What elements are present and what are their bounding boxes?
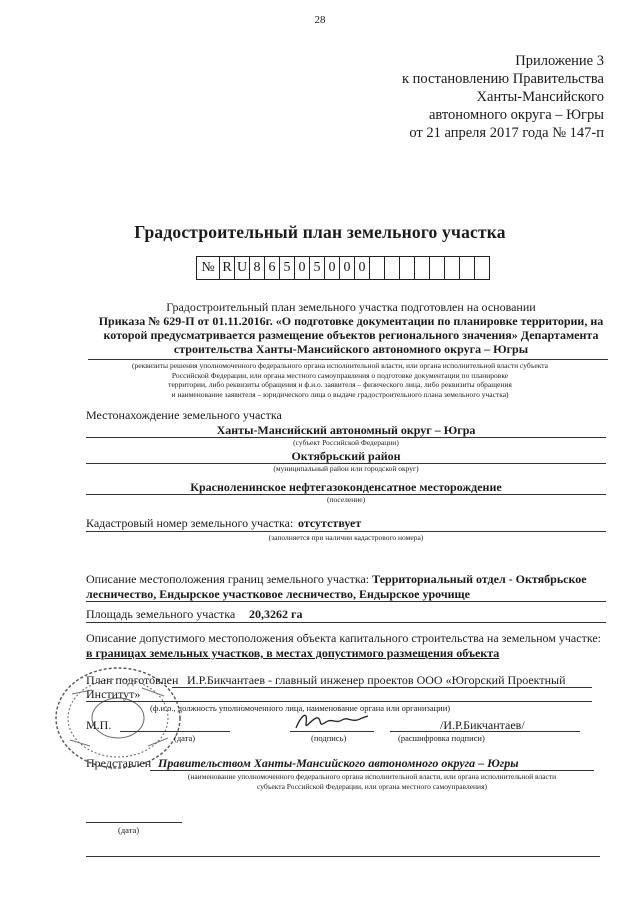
submitted-date-note: (дата): [118, 825, 140, 835]
number-cell: №: [197, 257, 220, 280]
number-cell: [430, 257, 445, 280]
basis-underline: [88, 359, 608, 360]
boundaries-underline: [86, 601, 606, 602]
document-title: Градостроительный план земельного участка: [134, 222, 506, 242]
submitted-note: [150, 772, 594, 791]
area-label: Площадь земельного участка: [86, 607, 236, 621]
area-value: 20,3262 га: [249, 607, 303, 621]
signature-underline: [290, 731, 374, 732]
number-cell: [460, 257, 475, 280]
decoding-underline: [390, 731, 580, 732]
submitted-note-line: (наименование уполномоченного федерального органа исполнительной власти, или органа исполнительной власти: [187, 772, 557, 781]
bottom-rule: [86, 856, 600, 857]
location-subject: Ханты-Мансийский автономный округ – Югра: [216, 423, 476, 437]
district-note: (муниципальный район или городской округ): [273, 464, 419, 473]
number-cell: [415, 257, 430, 280]
settlement-note: (поселение): [326, 495, 366, 504]
basis-note-line: и наименование заявителя – юридического лица о выдаче градостроительного плана земельного участка): [171, 389, 509, 399]
prepared-underline-1: [172, 687, 592, 688]
number-cell: [400, 257, 415, 280]
number-cell: 0: [295, 257, 310, 280]
appendix-line-5: от 21 апреля 2017 года № 147-п: [409, 125, 604, 141]
number-cell: 0: [355, 257, 370, 280]
date-underline: [120, 731, 230, 732]
number-cell: R: [220, 257, 235, 280]
appendix-block: [402, 52, 604, 142]
location-settlement: Красноленинское нефтегазоконденсатное месторождение: [190, 480, 502, 494]
number-cell: 0: [325, 257, 340, 280]
number-cell: [370, 257, 385, 280]
boundaries-block: [86, 572, 606, 587]
basis-note: [60, 361, 620, 399]
basis-note-line: Российской Федерации, или органа местного самоуправления о подготовке документации по планировке: [171, 370, 509, 380]
plan-number-table: [196, 256, 490, 280]
boundaries-value-2: лесничество, Ендырское участковое лесничество, Ендырское урочище: [86, 587, 470, 601]
appendix-line-3: Ханты-Мансийского: [476, 89, 604, 105]
area-underline: [86, 622, 606, 623]
prepared-value-1: И.Р.Бикчантаев - главный инженер проектов ООО «Югорский Проектный: [187, 673, 566, 687]
date-note: (дата): [174, 733, 196, 743]
prepared-underline-2: [86, 701, 592, 702]
cadastral-note: (заполняется при наличии кадастрового номера): [268, 533, 424, 542]
number-cell: [475, 257, 490, 280]
mp-label: М.П.: [86, 718, 112, 732]
appendix-line-1: Приложение 3: [515, 53, 604, 69]
submitted-underline: [150, 770, 594, 771]
basis-note-line: (реквизиты решения уполномоченного федерального органа исполнительной власти, или органа исполнительной власти субъекта: [132, 361, 548, 370]
number-cell: [385, 257, 400, 280]
basis-document: Приказа № 629-П от 01.11.2016г. «О подготовке документации по планировке территории, на которой предусматривается размещение объектов регионального значения» Департамента строительства Ханты-Мансийского автономного округа – Югры: [98, 314, 604, 356]
location-label: Местонахождение земельного участка: [86, 408, 282, 422]
basis-block: [96, 300, 606, 356]
subject-note: (субъект Российской Федерации): [293, 438, 399, 447]
submitted-date-underline: [86, 822, 182, 823]
location-district: Октябрьский район: [291, 449, 401, 463]
decoding-note: (расшифровка подписи): [398, 733, 485, 743]
number-cell: [445, 257, 460, 280]
appendix-line-2: к постановлению Правительства: [402, 71, 604, 87]
placement-label: Описание допустимого местоположения объекта капитального строительства на земельном участке:: [86, 631, 602, 645]
number-cell: 5: [280, 257, 295, 280]
submitted-label: Представлен: [86, 756, 152, 770]
prepared-note: (ф.и.о., должность уполномоченного лица, наименование органа или организации): [150, 703, 451, 713]
prepared-value-2: Институт»: [86, 687, 141, 701]
prepared-label: План подготовлен: [86, 673, 179, 687]
boundaries-label: Описание местоположения границ земельного участка:: [86, 572, 370, 586]
number-cell: 8: [250, 257, 265, 280]
submitted-note-line: субъекта Российской Федерации, или органа местного самоуправления): [256, 781, 488, 791]
signature-note: (подпись): [311, 733, 347, 743]
cadastral-label: Кадастровый номер земельного участка:: [86, 516, 294, 530]
basis-note-line: территории, либо реквизиты обращения и ф.и.о. заявителя – физического лица, либо реквизиты обращения: [168, 380, 512, 389]
number-cell: 5: [310, 257, 325, 280]
page-number: 28: [314, 14, 326, 26]
decoding-value: /И.Р.Бикчантаев/: [440, 718, 525, 732]
cadastral-value: отсутствует: [298, 516, 362, 530]
number-cell: U: [235, 257, 250, 280]
number-cell: 0: [340, 257, 355, 280]
boundaries-value-1: Территориальный отдел - Октябрьское: [372, 572, 587, 586]
basis-intro: Градостроительный план земельного участка подготовлен на основании: [166, 300, 536, 314]
placement-value: в границах земельных участков, в местах допустимого размещения объекта: [86, 646, 500, 660]
cadastral-underline: [86, 531, 606, 532]
appendix-line-4: автономного округа – Югры: [428, 107, 604, 123]
number-cell: 6: [265, 257, 280, 280]
submitted-value: Правительством Ханты-Мансийского автономного округа – Югры: [158, 756, 519, 770]
